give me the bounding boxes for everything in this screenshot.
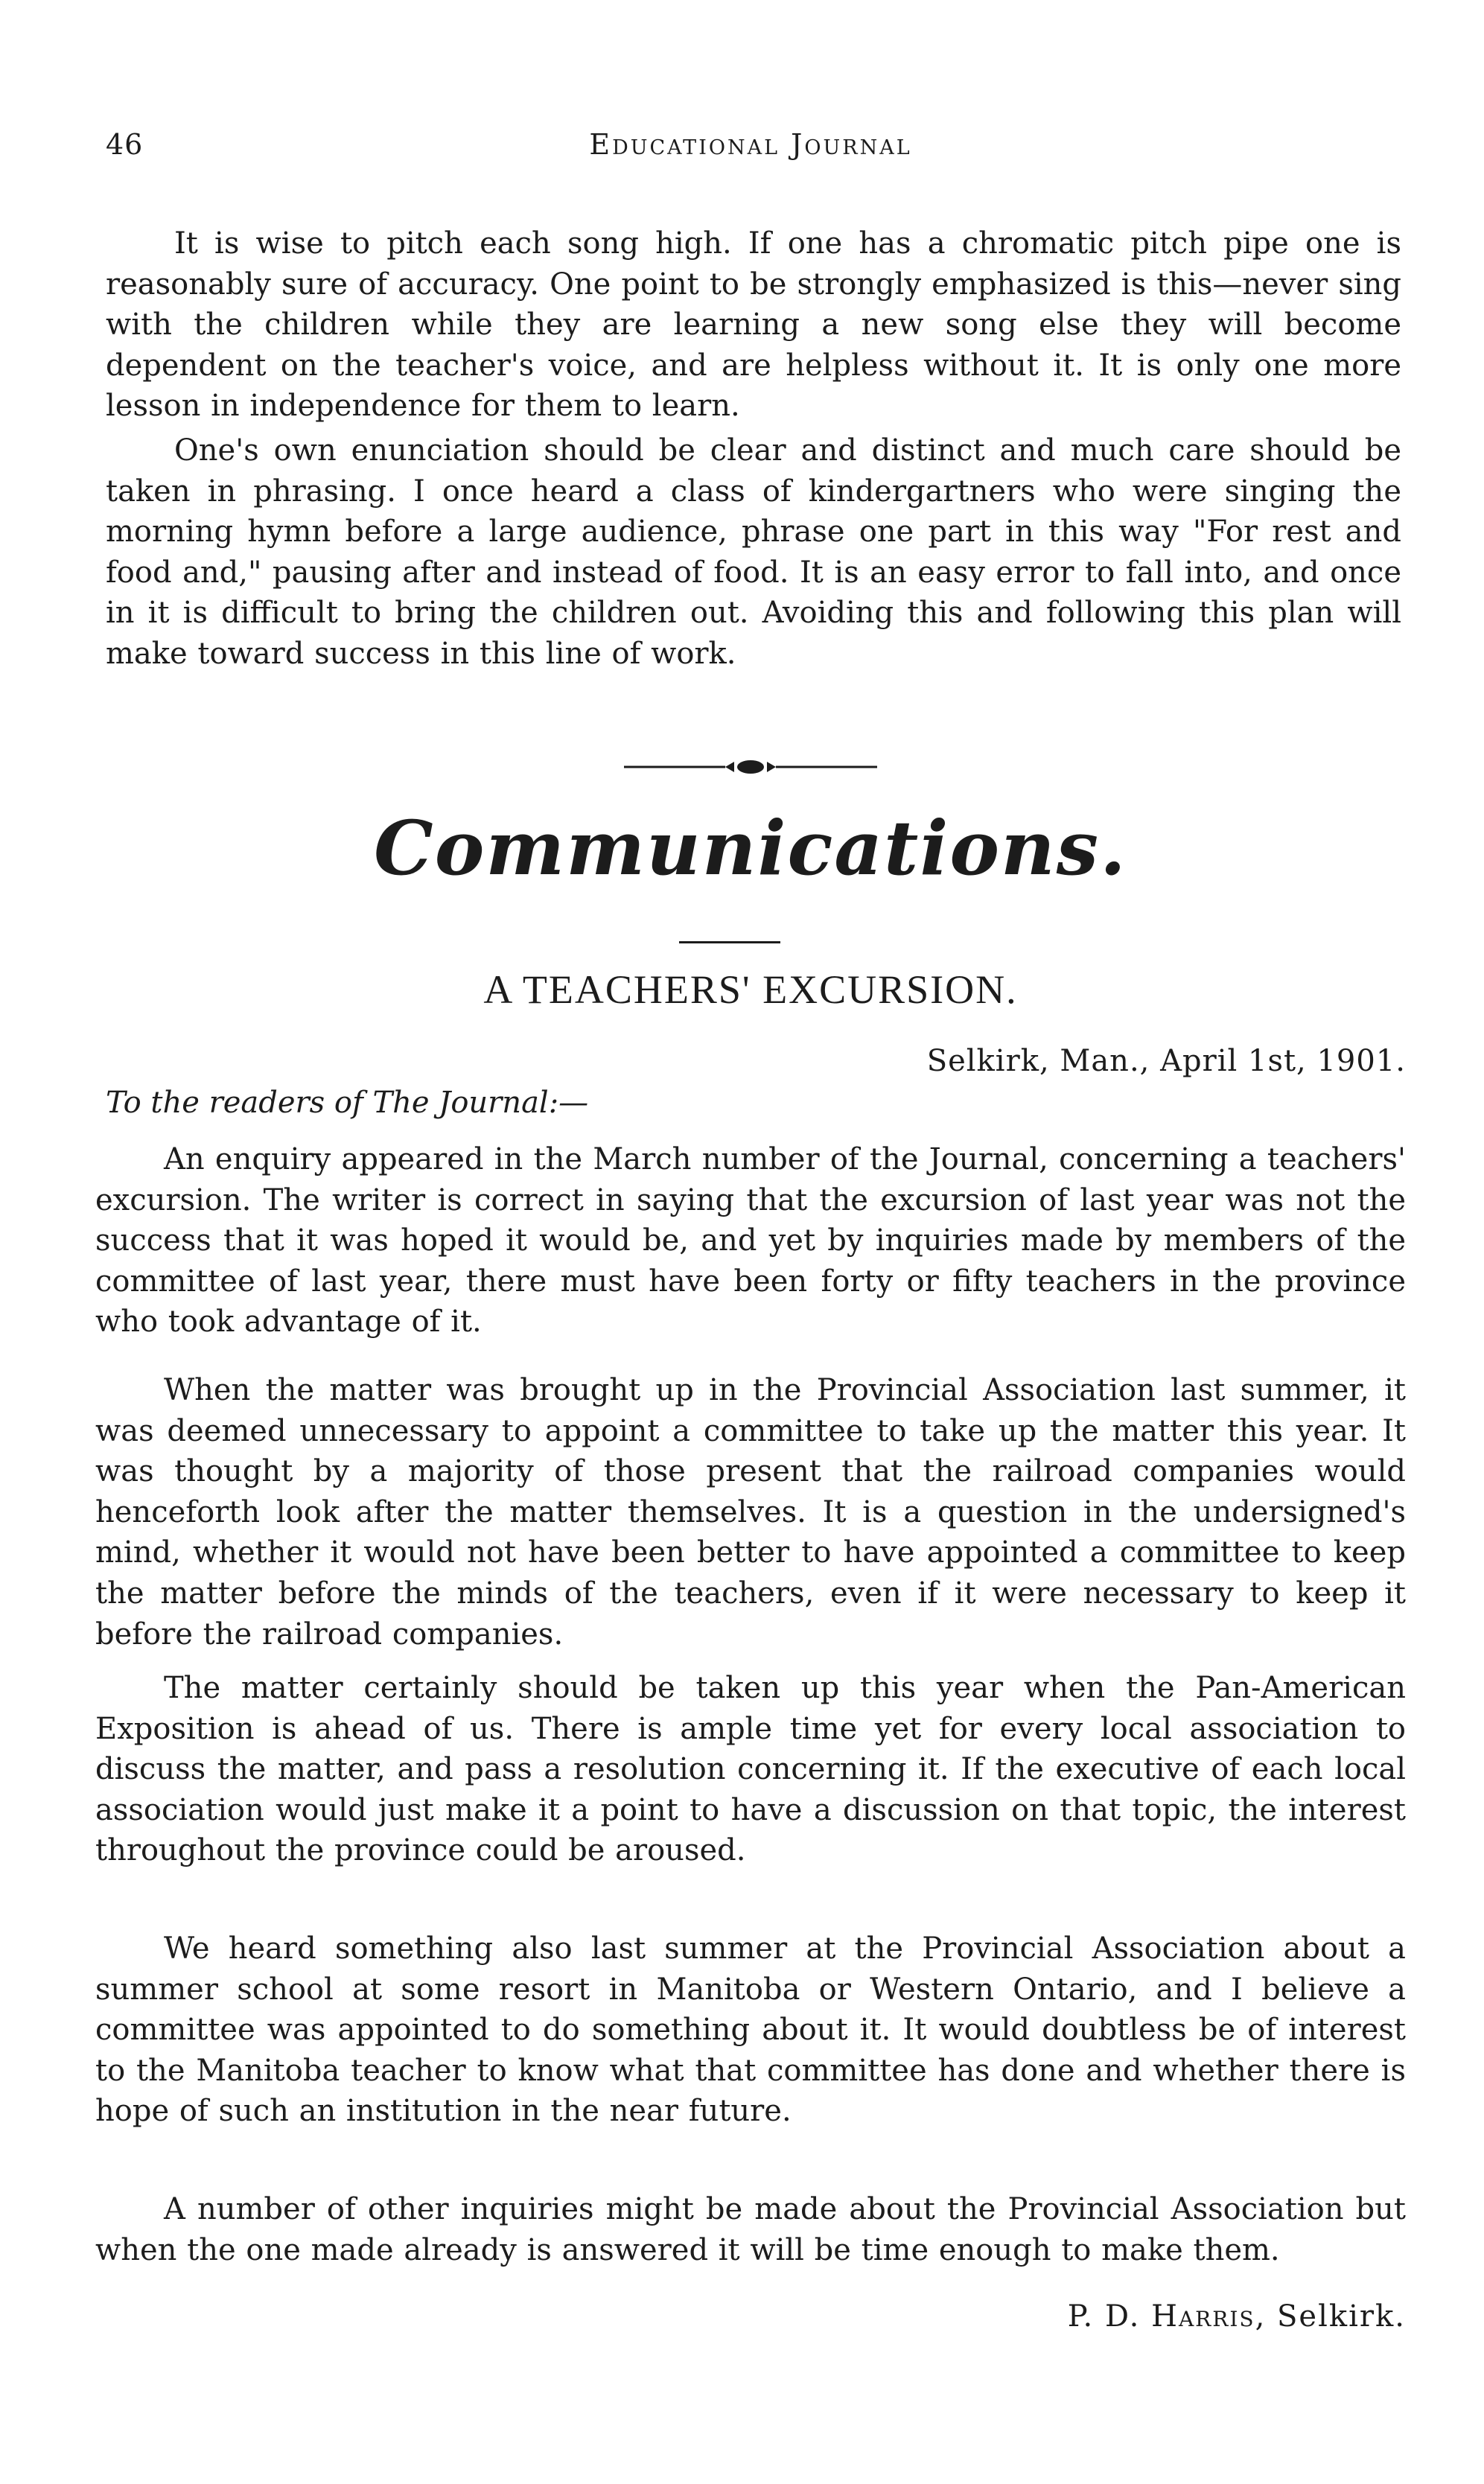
ornament-divider [95, 752, 1406, 782]
letter-paragraph: An enquiry appeared in the March number of the Journal, concerning a teachers' excursion. The writer is correct in saying that the excursion of last year was not the success that it was hoped it would be, and yet by inquiries made by members of the committee of last year, there must have been forty or fifty teachers in the province who took advantage of it. [95, 1142, 1406, 1340]
signature-initials: P. D. [1067, 2299, 1141, 2334]
page-header [95, 112, 1406, 161]
intro-paragraph: One's own enunciation should be clear and distinct and much care should be taken in phrasing. I once heard a class of kindergartners who were singing the morning hymn before a large audience, phrase one part in this way "For rest and food and," pausing after and instead of food. It is an easy error to fall into, and once in it is difficult to bring the children out. Avoiding this and following this plan will make toward success in this line of work. [106, 433, 1401, 671]
letter-paragraph: When the matter was brought up in the Provincial Association last summer, it was deemed unnecessary to appoint a committee to take up the matter this year. It was thought by a majority of those present that the railroad companies would henceforth look after the matter themselves. It is a question in the undersigned's mind, whether it would not have been better to have appointed a committee to keep the matter before the minds of the teachers, even if it were necessary to keep it before the railroad companies. [95, 1373, 1406, 1652]
journal-title: Educational Journal [589, 128, 912, 161]
intro-paragraph: It is wise to pitch each song high. If one has a chromatic pitch pipe one is reasonably sure of accuracy. One point to be strongly emphasized is this—never sing with the children while they are learning a new song else they will become dependent on the teacher's voice, and are helpless without it. It is only one more lesson in independence for them to learn. [106, 226, 1401, 424]
letter-dateline: Selkirk, Man., April 1st, 1901. [926, 1044, 1406, 1078]
letter-paragraph: We heard something also last summer at the Provincial Association about a summer school at some resort in Manitoba or Western Ontario, and I believe a committee was appointed to do something about it. It would doubtless be of interest to the Manitoba teacher to know what that committee has done and whether there is hope of such an institution in the near future. [95, 1932, 1406, 2129]
article-title: A TEACHERS' EXCURSION. [483, 967, 1018, 1012]
letter-salutation: To the readers of The Journal:— [106, 1086, 589, 1120]
heading-rule [679, 941, 780, 943]
letter-signature [1068, 2299, 1406, 2334]
signature-name: Harris [1151, 2299, 1255, 2334]
letter-paragraph: A number of other inquiries might be made about the Provincial Association but when the one made already is answered it will be time enough to make them. [95, 2192, 1406, 2267]
section-heading: Communications. [374, 804, 1127, 892]
signature-place: , Selkirk. [1255, 2299, 1406, 2334]
journal-page [95, 112, 1406, 2457]
letter-paragraph: The matter certainly should be taken up this year when the Pan-American Exposition is ahead of us. There is ample time yet for every local association to discuss the matter, and pass a resolution concerning it. If the executive of each local association would just make it a point to have a discussion on that topic, the interest throughout the province could be aroused. [95, 1671, 1406, 1868]
page-number: 46 [106, 128, 144, 161]
